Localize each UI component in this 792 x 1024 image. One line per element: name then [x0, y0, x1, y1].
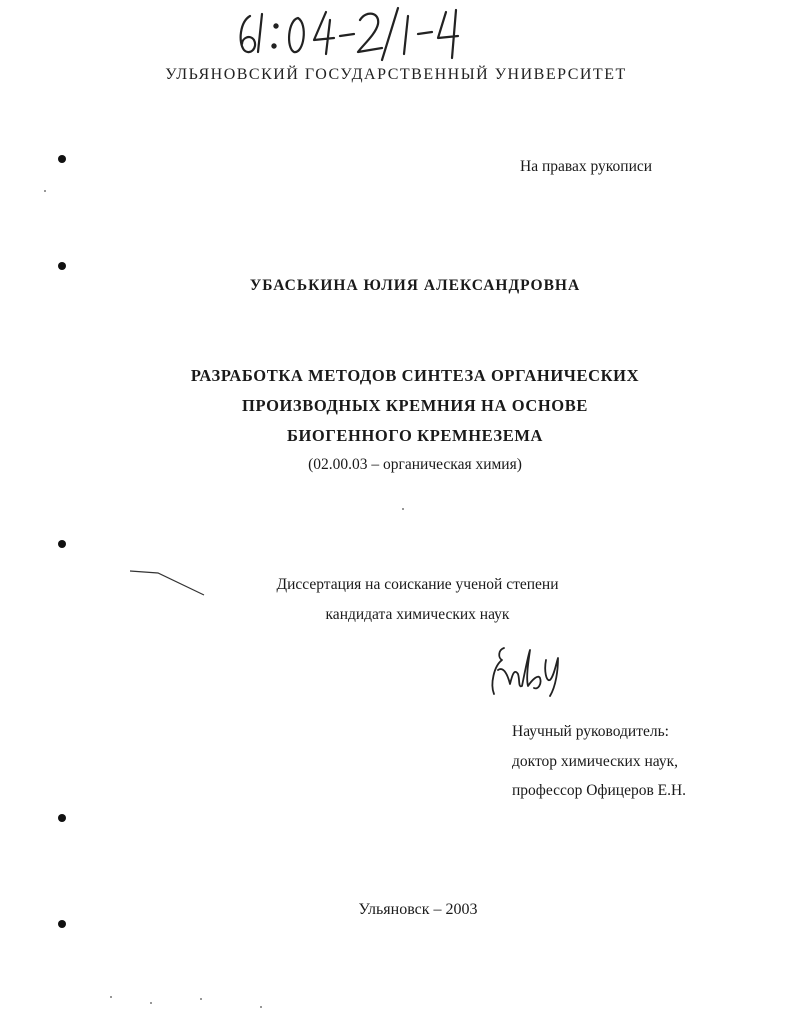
- supervisor-line: Научный руководитель:: [512, 723, 669, 740]
- binder-hole-mark: [58, 814, 66, 822]
- binder-hole-mark: [58, 262, 66, 270]
- thesis-title-line: БИОГЕННОГО КРЕМНЕЗЕМА: [286, 426, 544, 445]
- stray-pen-stroke: [130, 565, 210, 599]
- city-year: Ульяновск – 2003: [358, 901, 478, 918]
- thesis-title-line: РАЗРАБОТКА МЕТОДОВ СИНТЕЗА ОРГАНИЧЕСКИХ: [190, 366, 640, 385]
- rights-note: На правах рукописи: [520, 158, 653, 175]
- scan-speck: [402, 508, 404, 510]
- scan-speck: [110, 996, 112, 998]
- handwritten-archive-code: [232, 2, 482, 68]
- thesis-title-line: ПРОИЗВОДНЫХ КРЕМНИЯ НА ОСНОВЕ: [242, 396, 588, 415]
- author-name: УБАСЬКИНА ЮЛИЯ АЛЕКСАНДРОВНА: [249, 277, 581, 294]
- binder-hole-mark: [58, 155, 66, 163]
- scan-speck: [150, 1002, 152, 1004]
- scan-speck: [200, 998, 202, 1000]
- signature-mark: [484, 640, 564, 700]
- degree-line: кандидата химических наук: [325, 606, 510, 623]
- scan-speck: [260, 1006, 262, 1008]
- binder-hole-mark: [58, 920, 66, 928]
- supervisor-line: профессор Офицеров Е.Н.: [512, 782, 687, 799]
- scan-speck: [44, 190, 46, 192]
- degree-line: Диссертация на соискание ученой степени: [276, 576, 559, 593]
- specialty-code: (02.00.03 – органическая химия): [308, 456, 522, 473]
- supervisor-line: доктор химических наук,: [512, 753, 678, 770]
- university-name: УЛЬЯНОВСКИЙ ГОСУДАРСТВЕННЫЙ УНИВЕРСИТЕТ: [165, 66, 627, 83]
- binder-hole-mark: [58, 540, 66, 548]
